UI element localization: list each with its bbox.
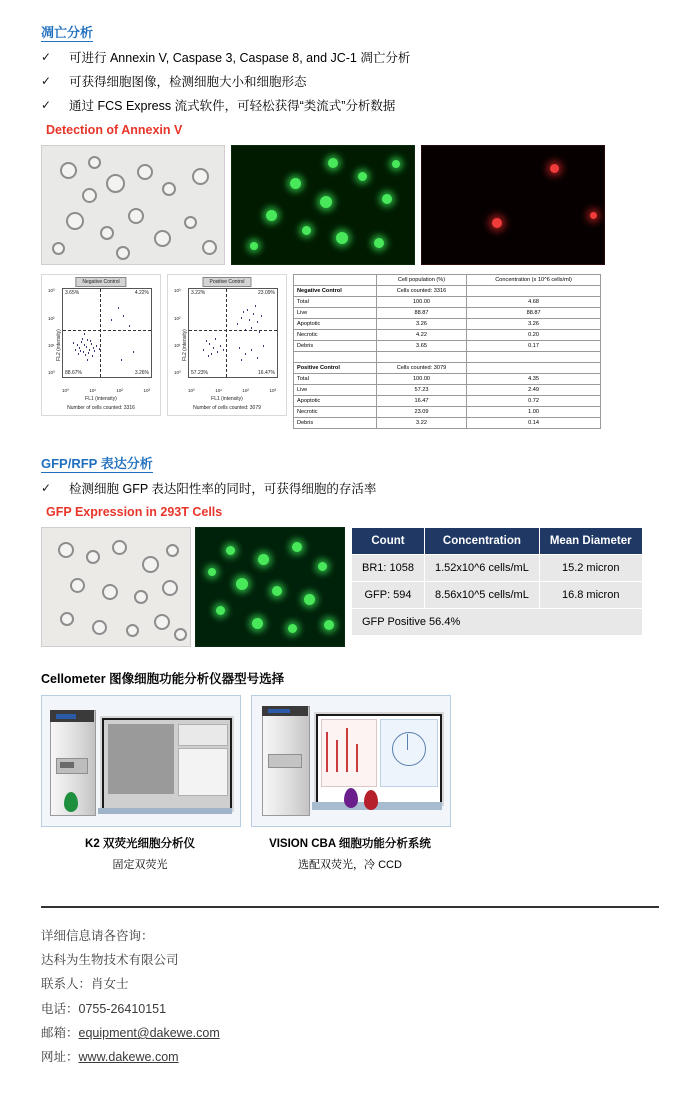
row-conc: 1.00 bbox=[467, 407, 601, 418]
y-tick: 10¹ bbox=[174, 343, 181, 349]
row-conc: 4.35 bbox=[467, 374, 601, 385]
table-row bbox=[294, 385, 601, 396]
row-label: Live bbox=[294, 385, 377, 396]
row-label: Debris bbox=[294, 341, 377, 352]
annexin-image-row bbox=[0, 145, 700, 265]
website-link[interactable]: www.dakewe.com bbox=[78, 1050, 179, 1065]
y-tick: 10² bbox=[48, 315, 55, 321]
apoptosis-stats-table bbox=[293, 274, 601, 429]
x-tick: 10² bbox=[116, 388, 123, 394]
quadrant-pct-upper-right: 23.09% bbox=[258, 290, 275, 297]
y-axis-label: FL2 (intensity) bbox=[55, 329, 62, 362]
cell-conc-gfp: 8.56x10^5 cells/mL bbox=[424, 581, 539, 608]
cell-count-br1: BR1: 1058 bbox=[352, 554, 425, 581]
group-name-positive: Positive Control bbox=[294, 363, 377, 374]
instruments-row bbox=[0, 695, 700, 872]
group-name-negative: Negative Control bbox=[294, 286, 377, 297]
cells-counted-positive: Cells counted: 3079 bbox=[376, 363, 466, 374]
row-conc: 0.17 bbox=[467, 341, 601, 352]
row-conc: 0.14 bbox=[467, 418, 601, 429]
quadrant-pct-upper-left: 3.22% bbox=[191, 290, 206, 297]
check-icon: ✓ bbox=[41, 481, 52, 496]
row-conc: 2.49 bbox=[467, 385, 601, 396]
table-row bbox=[352, 581, 643, 608]
subheading-gfp-expression: GFP Expression in 293T Cells bbox=[46, 504, 223, 519]
cell-diameter-br1: 15.2 micron bbox=[539, 554, 642, 581]
row-pct: 3.65 bbox=[376, 341, 466, 352]
table-row bbox=[294, 286, 601, 297]
k2-instrument-photo bbox=[41, 695, 241, 827]
gfp-content-row bbox=[0, 527, 700, 647]
scatter-plot-positive-control bbox=[167, 274, 287, 416]
footer-line-email bbox=[41, 1021, 700, 1045]
section-heading-gfp bbox=[0, 453, 700, 472]
row-conc: 0.72 bbox=[467, 396, 601, 407]
y-tick-labels bbox=[174, 288, 181, 376]
y-tick-labels bbox=[48, 288, 55, 376]
footer-line-company: 达科为生物技术有限公司 bbox=[41, 952, 179, 967]
k2-subcaption: 固定双荧光 bbox=[112, 858, 168, 871]
gfp-positive-summary: GFP Positive 56.4% bbox=[352, 608, 643, 635]
col-header-count: Count bbox=[352, 527, 425, 554]
website-label: 网址： bbox=[41, 1050, 79, 1065]
contact-footer bbox=[0, 924, 700, 1070]
y-tick: 10² bbox=[174, 315, 181, 321]
bullet-text: 通过 FCS Express 流式软件，可轻松获得“类流式”分析数据 bbox=[69, 99, 396, 114]
row-label: Total bbox=[294, 297, 377, 308]
table-row bbox=[294, 418, 601, 429]
apoptosis-heading-text: 凋亡分析 bbox=[41, 25, 94, 40]
table-row bbox=[294, 341, 601, 352]
row-pct: 3.26 bbox=[376, 319, 466, 330]
row-pct: 16.47 bbox=[376, 396, 466, 407]
check-icon: ✓ bbox=[41, 50, 52, 64]
table-row bbox=[294, 308, 601, 319]
footer-divider bbox=[41, 906, 659, 908]
row-pct: 57.23 bbox=[376, 385, 466, 396]
y-tick: 10³ bbox=[174, 288, 181, 294]
x-axis-label: FL1 (intensity) bbox=[211, 396, 243, 403]
instrument-card-k2 bbox=[41, 695, 239, 872]
quadrant-pct-lower-left: 57.23% bbox=[191, 370, 208, 377]
row-conc: 88.87 bbox=[467, 308, 601, 319]
email-link[interactable]: equipment@dakewe.com bbox=[78, 1026, 220, 1040]
cells-counted-negative: Cells counted: 3316 bbox=[376, 286, 466, 297]
table-header-row bbox=[352, 527, 643, 554]
x-tick: 10¹ bbox=[89, 388, 96, 394]
row-conc: 4.68 bbox=[467, 297, 601, 308]
col-header-mean-diameter: Mean Diameter bbox=[539, 527, 642, 554]
table-row bbox=[294, 396, 601, 407]
col-header-blank bbox=[294, 275, 377, 286]
quadrant-pct-lower-left: 88.67% bbox=[65, 370, 82, 377]
list-item bbox=[0, 480, 700, 498]
email-label: 邮箱： bbox=[41, 1026, 79, 1040]
check-icon: ✓ bbox=[41, 98, 52, 113]
gfp-fluorescence-image bbox=[195, 527, 345, 647]
table-row bbox=[294, 374, 601, 385]
scatter-plot-area bbox=[62, 288, 152, 378]
table-row bbox=[294, 407, 601, 418]
green-droplet-icon bbox=[64, 792, 78, 812]
row-pct: 4.22 bbox=[376, 330, 466, 341]
table-footer-row bbox=[352, 608, 643, 635]
quadrant-pct-upper-right: 4.22% bbox=[134, 290, 149, 297]
footer-line-website bbox=[41, 1045, 700, 1069]
purple-droplet-icon bbox=[344, 788, 358, 808]
row-label: Debris bbox=[294, 418, 377, 429]
x-tick: 10⁰ bbox=[62, 388, 69, 394]
quadrant-pct-upper-left: 3.65% bbox=[65, 290, 80, 297]
footer-line-intro: 详细信息请各咨询： bbox=[41, 928, 154, 943]
x-tick: 10¹ bbox=[215, 388, 222, 394]
row-label: Necrotic bbox=[294, 330, 377, 341]
cells-counted-label: Number of cells counted: 3079 bbox=[193, 405, 261, 412]
x-tick: 10³ bbox=[269, 388, 276, 394]
list-item bbox=[0, 73, 700, 91]
instruments-heading: Cellometer 图像细胞功能分析仪器型号选择 bbox=[41, 671, 285, 686]
row-label: Total bbox=[294, 374, 377, 385]
footer-line-contact: 联系人：肖女士 bbox=[41, 977, 129, 992]
x-tick: 10³ bbox=[143, 388, 150, 394]
vision-subcaption: 选配双荧光，冷 CCD bbox=[298, 858, 402, 871]
row-label: Necrotic bbox=[294, 407, 377, 418]
col-header-population: Cell population (%) bbox=[376, 275, 466, 286]
gfp-brightfield-image bbox=[41, 527, 191, 647]
x-tick-labels bbox=[62, 388, 150, 394]
table-row bbox=[294, 330, 601, 341]
row-label: Live bbox=[294, 308, 377, 319]
cell-conc-br1: 1.52x10^6 cells/mL bbox=[424, 554, 539, 581]
col-header-concentration: Concentration bbox=[424, 527, 539, 554]
quadrant-pct-lower-right: 3.26% bbox=[134, 370, 149, 377]
scatter-plot-area bbox=[188, 288, 278, 378]
table-row bbox=[294, 275, 601, 286]
cell-diameter-gfp: 16.8 micron bbox=[539, 581, 642, 608]
vision-caption: VISION CBA 细胞功能分析系统 bbox=[269, 837, 431, 850]
y-tick: 10⁰ bbox=[48, 370, 55, 376]
table-row bbox=[294, 319, 601, 330]
list-item bbox=[0, 97, 700, 115]
gfp-bullet-list bbox=[0, 480, 700, 498]
row-label: Apoptotic bbox=[294, 319, 377, 330]
gfp-heading-text: GFP/RFP 表达分析 bbox=[41, 456, 153, 472]
section-heading-apoptosis bbox=[0, 22, 700, 41]
check-icon: ✓ bbox=[41, 74, 52, 89]
row-conc: 3.26 bbox=[467, 319, 601, 330]
scatter-title: Negative Control bbox=[75, 277, 126, 287]
row-pct: 88.87 bbox=[376, 308, 466, 319]
row-pct: 3.22 bbox=[376, 418, 466, 429]
row-pct: 100.00 bbox=[376, 297, 466, 308]
table-row bbox=[294, 363, 601, 374]
vision-instrument-photo bbox=[251, 695, 451, 827]
x-tick: 10⁰ bbox=[188, 388, 195, 394]
red-droplet-icon bbox=[364, 790, 378, 810]
k2-caption: K2 双荧光细胞分析仪 bbox=[85, 837, 195, 850]
y-axis-label: FL2 (intensity) bbox=[181, 329, 188, 362]
brightfield-image bbox=[41, 145, 225, 265]
bullet-text: 可获得细胞图像，检测细胞大小和细胞形态 bbox=[69, 75, 307, 90]
row-pct: 100.00 bbox=[376, 374, 466, 385]
scatter-title: Positive Control bbox=[202, 277, 251, 287]
x-axis-label: FL1 (intensity) bbox=[85, 396, 117, 403]
subheading-annexin-v: Detection of Annexin V bbox=[46, 123, 183, 138]
gfp-results-table bbox=[351, 527, 643, 636]
table-row bbox=[352, 554, 643, 581]
table-row bbox=[294, 297, 601, 308]
cell-count-gfp: GFP: 594 bbox=[352, 581, 425, 608]
y-tick: 10¹ bbox=[48, 343, 55, 349]
col-header-concentration: Concentration (x 10^6 cells/ml) bbox=[467, 275, 601, 286]
list-item bbox=[0, 49, 700, 67]
x-tick: 10² bbox=[242, 388, 249, 394]
cells-counted-label: Number of cells counted: 3316 bbox=[67, 405, 135, 412]
bullet-text: 检测细胞 GFP 表达阳性率的同时，可获得细胞的存活率 bbox=[69, 482, 377, 497]
table-row bbox=[294, 352, 601, 363]
footer-line-phone: 电话：0755-26410151 bbox=[41, 1001, 167, 1016]
quadrant-pct-lower-right: 16.47% bbox=[258, 370, 275, 377]
apoptosis-analysis-row bbox=[0, 274, 700, 429]
scatter-plot-negative-control bbox=[41, 274, 161, 416]
y-tick: 10⁰ bbox=[174, 370, 181, 376]
row-label: Apoptotic bbox=[294, 396, 377, 407]
y-tick: 10³ bbox=[48, 288, 55, 294]
bullet-text: 可进行 Annexin V, Caspase 3, Caspase 8, and JC-1 凋亡分析 bbox=[69, 51, 411, 65]
instrument-card-vision bbox=[251, 695, 449, 872]
red-fluorescence-image bbox=[421, 145, 605, 265]
apoptosis-bullet-list bbox=[0, 49, 700, 115]
row-conc: 0.20 bbox=[467, 330, 601, 341]
row-pct: 23.09 bbox=[376, 407, 466, 418]
x-tick-labels bbox=[188, 388, 276, 394]
green-fluorescence-image bbox=[231, 145, 415, 265]
